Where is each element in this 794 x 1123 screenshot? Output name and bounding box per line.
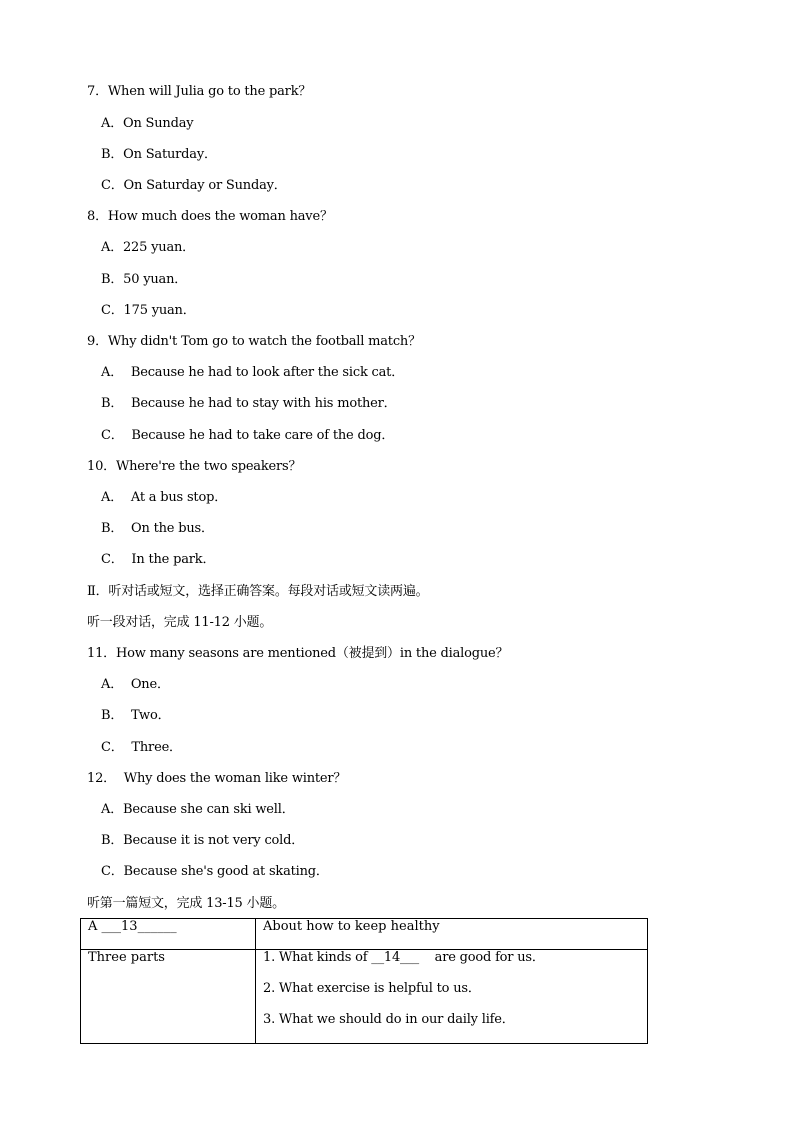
question-11-stem: 11．How many seasons are mentioned（被提到）in the dialogue？ [87,646,509,661]
question-9-option-b: B． Because he had to stay with his mother． [101,396,397,411]
question-10-option-c: C． In the park． [101,552,216,567]
part-item-1: 1. What kinds of __14___ are good for us． [263,950,545,965]
part-item-3: 3. What we should do in our daily life． [263,1012,515,1027]
question-8-option-a: A．225 yuan． [101,240,195,255]
question-7-option-c: C．On Saturday or Sunday． [101,178,287,193]
question-7-option-a: A．On Sunday [101,116,194,131]
question-8-option-b: B．50 yuan． [101,272,188,287]
section-2-heading: Ⅱ．听对话或短文，选择正确答案。每段对话或短文读两遍。 [87,584,429,599]
question-9-option-a: A． Because he had to look after the sick cat． [101,365,405,380]
question-10-option-b: B． On the bus． [101,521,214,536]
passage-intro: 听第一篇短文，完成 13-15 小题。 [87,896,285,911]
part-item-2: 2. What exercise is helpful to us． [263,981,481,996]
question-10-stem: 10．Where're the two speakers？ [87,459,302,474]
question-11-option-c: C． Three． [101,740,182,755]
table-row [81,919,648,950]
question-9-option-c: C． Because he had to take care of the dog． [101,428,395,443]
question-7-stem: 7．When will Julia go to the park？ [87,84,312,99]
table-cell-title-blank: A ___13______ [81,919,256,950]
question-12-option-b: B．Because it is not very cold． [101,833,305,848]
question-11-option-b: B． Two． [101,708,171,723]
question-9-stem: 9．Why didn't Tom go to watch the football match？ [87,334,421,349]
table-row [81,950,648,1044]
question-7-option-b: B．On Saturday． [101,147,217,162]
table-cell-three-parts: Three parts [81,950,256,1044]
question-12-stem: 12． Why does the woman like winter？ [87,771,347,786]
question-10-option-a: A． At a bus stop． [101,490,227,505]
table-cell-parts-list [256,950,648,1044]
question-8-option-c: C．175 yuan． [101,303,196,318]
question-8-stem: 8．How much does the woman have？ [87,209,333,224]
question-12-option-a: A．Because she can ski well． [101,802,295,817]
dialogue-intro: 听一段对话，完成 11-12 小题。 [87,615,273,630]
question-11-option-a: A． One． [101,677,170,692]
passage-table [80,918,648,1044]
question-12-option-c: C．Because she's good at skating． [101,864,329,879]
table-cell-topic: About how to keep healthy [256,919,648,950]
